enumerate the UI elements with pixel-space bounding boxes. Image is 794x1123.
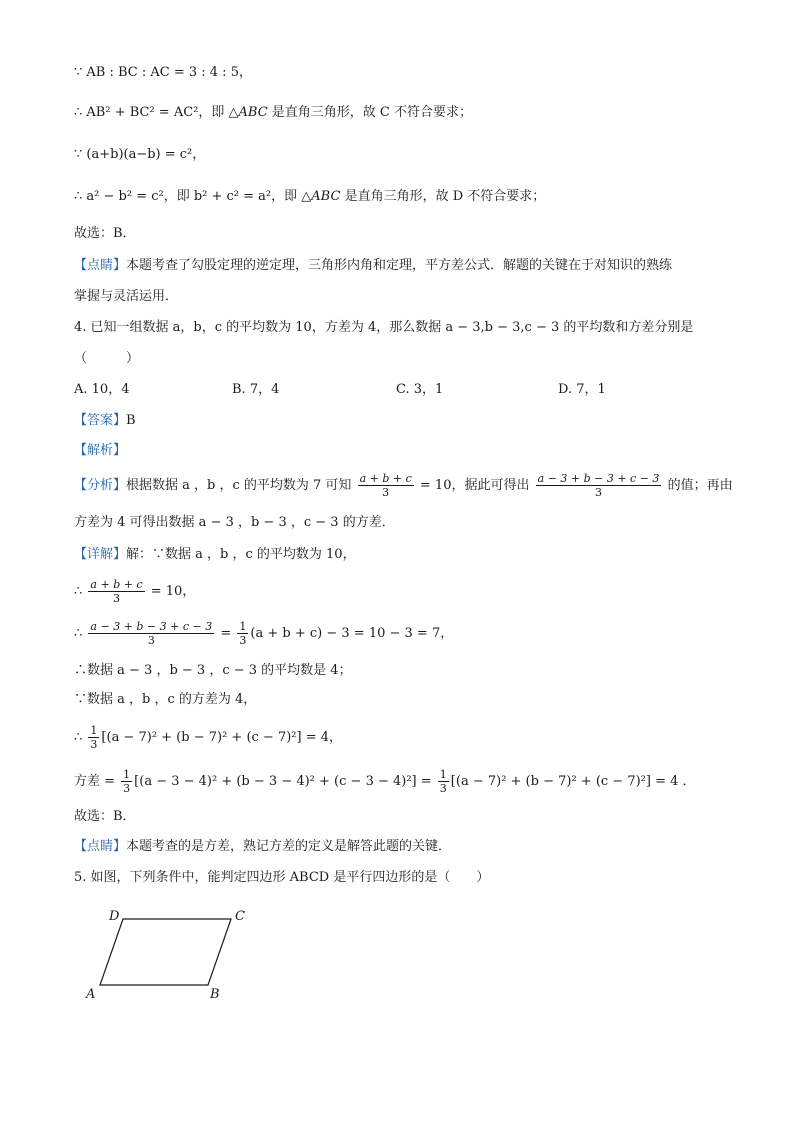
fenxi-line-2: 方差为 4 可得出数据 a − 3 ，b − 3 ，c − 3 的方差．	[74, 515, 395, 530]
xj3-fraction-2	[237, 620, 248, 647]
xj6-pre: ∴	[74, 730, 83, 745]
xj6-num: 1	[90, 724, 98, 737]
q4-options	[74, 381, 714, 399]
xj2-post: = 10，	[150, 584, 196, 599]
xiangjie-line-5: ∵数据 a ，b ，c 的方差为 4，	[74, 692, 257, 707]
option-b: B. 7，4	[232, 382, 280, 397]
prev-line-2-a: ∴ AB² + BC² = AC²，即	[74, 105, 225, 120]
xj3-mid: =	[220, 626, 232, 641]
xj3-den2: 3	[239, 634, 247, 647]
xj2-den: 3	[113, 592, 121, 605]
prev-line-4-b: △ABC	[301, 189, 341, 204]
vertex-label-d: D	[109, 909, 120, 924]
prev-line-1: ∵ AB : BC : AC = 3 : 4 : 5，	[74, 65, 252, 80]
xj7-den2: 3	[439, 782, 447, 795]
q4-stem: 4. 已知一组数据 a，b，c 的平均数为 10，方差为 4，那么数据 a − 3,b − 3,c − 3 的平均数和方差分别是	[74, 320, 694, 335]
vertex-label-c: C	[235, 909, 245, 924]
xj6-fraction	[88, 724, 99, 751]
xj2-fraction	[88, 578, 144, 605]
xj2-num: a + b + c	[90, 578, 143, 591]
xj7-fraction-1	[121, 768, 132, 795]
xj7-pre: 方差 =	[74, 774, 116, 789]
xiangjie-text-1: 解：∵数据 a ，b ，c 的平均数为 10，	[126, 547, 356, 562]
fenxi-tag: 【分析】	[74, 478, 127, 493]
fenxi-text-b: 的值；再由	[667, 478, 733, 493]
fenxi-frac1-den: 3	[382, 486, 390, 499]
xj7-den: 3	[123, 782, 131, 795]
fenxi-frac2-den: 3	[595, 486, 603, 499]
xj3-num: a − 3 + b − 3 + c − 3	[90, 620, 213, 633]
fenxi-fraction-1	[358, 472, 414, 499]
xj7-mid: [(a − 3 − 4)² + (b − 3 − 4)² + (c − 3 − 4)²] =	[134, 774, 432, 789]
xiangjie-line-7	[74, 768, 696, 795]
prev-line-2	[74, 104, 472, 122]
vertex-label-b: B	[210, 987, 220, 1002]
xj2-pre: ∴	[74, 584, 83, 599]
xiangjie-line-2	[74, 578, 195, 605]
parallelogram-abcd	[100, 919, 231, 985]
fenxi-frac2-num: a − 3 + b − 3 + c − 3	[537, 472, 660, 485]
prev-line-2-b: △ABC	[228, 105, 268, 120]
xj7-num: 1	[123, 768, 131, 781]
q4-dianjing-tag: 【点睛】	[74, 839, 127, 854]
xj3-den: 3	[147, 634, 155, 647]
xj3-fraction-1	[88, 620, 214, 647]
parallelogram-figure	[80, 905, 260, 1005]
answer-tag: 【答案】	[74, 413, 127, 428]
xj7-post: [(a − 7)² + (b − 7)² + (c − 7)²] = 4 ．	[450, 774, 696, 789]
xiangjie-line-1	[74, 546, 356, 564]
xiangjie-line-4: ∴数据 a − 3 ，b − 3 ，c − 3 的平均数是 4；	[74, 663, 352, 678]
prev-line-3: ∵ (a+b)(a−b) = c²，	[74, 147, 206, 162]
q4-dianjing	[74, 838, 451, 856]
prev-line-4-c: 是直角三角形，故 D 不符合要求；	[344, 189, 546, 204]
xj6-den: 3	[90, 738, 98, 751]
fenxi-line-1	[74, 472, 733, 499]
prev-line-4-a: ∴ a² − b² = c²，即 b² + c² = a²，即	[74, 189, 298, 204]
xj3-pre: ∴	[74, 626, 83, 641]
dianjing-tag: 【点睛】	[74, 258, 127, 273]
xj7-fraction-2	[438, 768, 449, 795]
fenxi-eq: = 10，据此可得出	[419, 478, 530, 493]
fenxi-text-a: 根据数据 a ，b ，c 的平均数为 7 可知	[126, 478, 352, 493]
analysis-tag	[74, 442, 126, 460]
prev-line-4	[74, 188, 545, 206]
xiangjie-line-6	[74, 724, 342, 751]
xj7-num2: 1	[439, 768, 447, 781]
prev-line-5: 故选：B．	[74, 226, 136, 241]
xj3-post: (a + b + c) − 3 = 10 − 3 = 7，	[250, 626, 454, 641]
q4-dianjing-text: 本题考查的是方差，熟记方差的定义是解答此题的关键．	[126, 839, 452, 854]
prev-line-7: 掌握与灵活运用．	[74, 289, 179, 304]
analysis-tag-text: 【解析】	[74, 443, 127, 458]
xj6-post: [(a − 7)² + (b − 7)² + (c − 7)²] = 4，	[101, 730, 343, 745]
vertex-label-a: A	[86, 987, 96, 1002]
xiangjie-line-8: 故选：B．	[74, 809, 136, 824]
fenxi-frac1-num: a + b + c	[359, 472, 412, 485]
option-c: C. 3，1	[396, 382, 444, 397]
xiangjie-line-3	[74, 620, 453, 647]
q5-stem: 5. 如图，下列条件中，能判定四边形 ABCD 是平行四边形的是（ ）	[74, 870, 490, 885]
prev-line-6-text: 本题考查了勾股定理的逆定理，三角形内角和定理，平方差公式．解题的关键在于对知识的熟练	[126, 258, 673, 273]
q4-paren: （ ）	[74, 351, 140, 366]
prev-line-2-c: 是直角三角形，故 C 不符合要求；	[271, 105, 473, 120]
xj3-num2: 1	[239, 620, 247, 633]
prev-line-6	[74, 257, 672, 275]
answer-value: B	[126, 413, 136, 428]
fenxi-fraction-2	[536, 472, 662, 499]
option-a: A. 10，4	[74, 382, 130, 397]
answer-line	[74, 412, 136, 430]
xiangjie-tag: 【详解】	[74, 547, 127, 562]
option-d: D. 7，1	[558, 382, 606, 397]
